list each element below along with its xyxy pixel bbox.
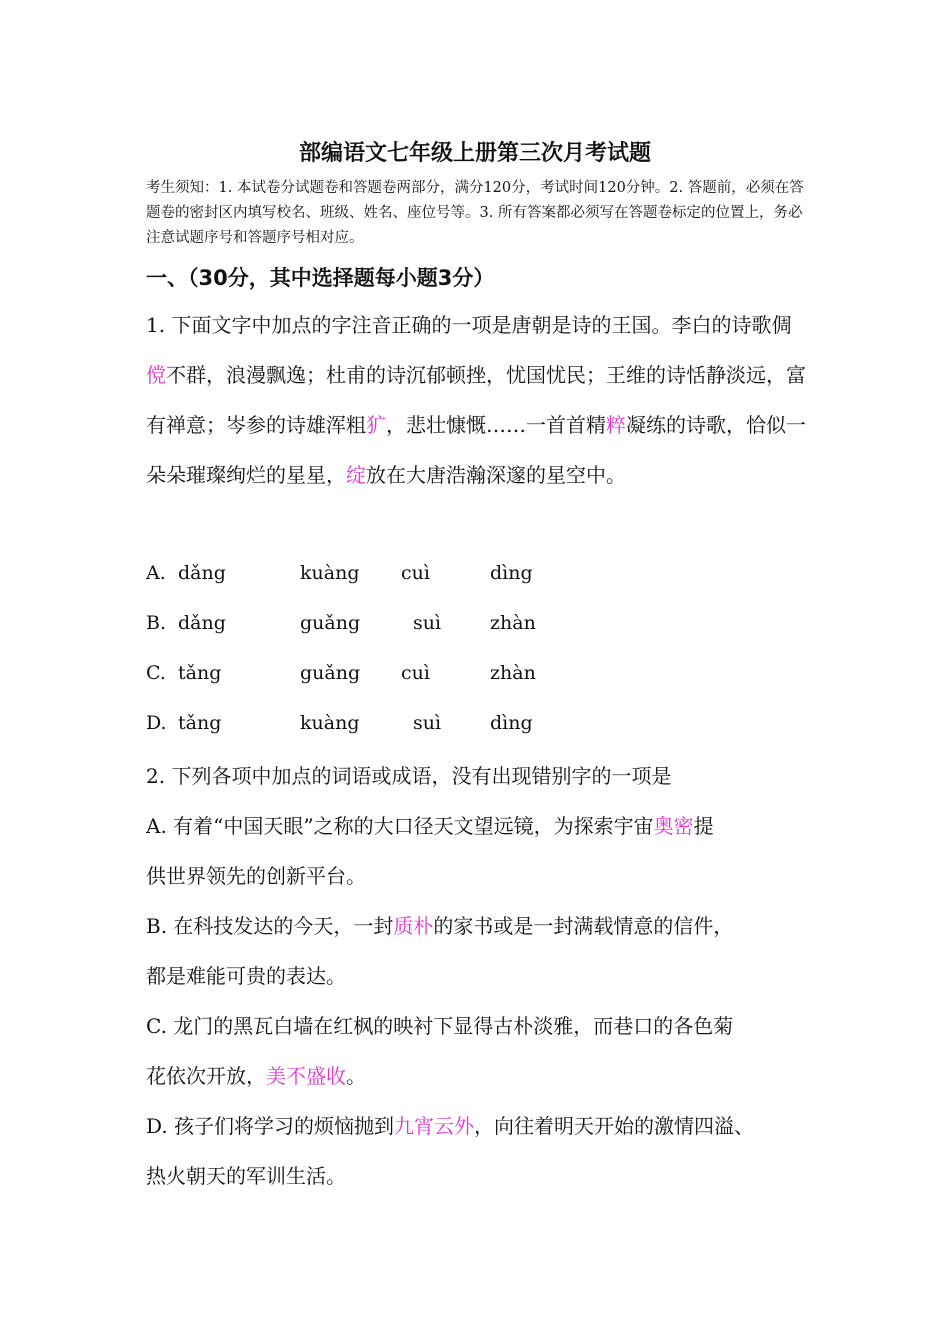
pinyin-2: guǎng	[300, 662, 361, 684]
option-text: B. 在科技发达的今天，一封	[146, 914, 394, 938]
passage-text: 放在大唐浩瀚深邃的星空中。	[366, 463, 626, 487]
highlight-word: 美不盛收	[266, 1064, 346, 1088]
pinyin-1: dǎng	[178, 612, 226, 634]
q2-option-b-line-1	[146, 910, 826, 939]
option-label: C.	[146, 662, 166, 684]
highlight-char: 傥	[146, 363, 166, 387]
q2-option-d-line-2: 热火朝天的军训生活。	[146, 1164, 346, 1188]
highlight-char: 犷	[366, 413, 386, 437]
option-a-pinyin	[146, 562, 646, 592]
question-2-stem: 2. 下列各项中加点的词语或成语，没有出现错别字的一项是	[146, 764, 672, 788]
pinyin-3: cuì	[401, 662, 430, 684]
pinyin-4: zhàn	[490, 612, 536, 634]
page-title: 部编语文七年级上册第三次月考试题	[298, 141, 651, 166]
passage-text: ，悲壮慷慨……一首首精	[386, 413, 606, 437]
passage-text: 凝练的诗歌，恰似一朵朵璀璨绚烂的星星，	[146, 413, 806, 487]
pinyin-4: dìng	[490, 712, 533, 734]
pinyin-4: zhàn	[490, 662, 536, 684]
option-text: 。	[346, 1064, 366, 1088]
pinyin-1: tǎng	[178, 662, 222, 684]
option-b-pinyin	[146, 612, 646, 642]
option-label: A.	[146, 562, 166, 584]
q2-option-c-line-1: C. 龙门的黑瓦白墙在红枫的映衬下显得古朴淡雅，而巷口的各色菊	[146, 1014, 734, 1038]
highlight-word: 质朴	[393, 914, 434, 938]
pinyin-2: guǎng	[300, 612, 361, 634]
pinyin-4: dìng	[490, 562, 533, 584]
q2-option-d-line-1	[146, 1110, 826, 1139]
q2-option-b-line-2: 都是难能可贵的表达。	[146, 964, 346, 988]
option-text: 的家书或是一封满载情意的信件，	[433, 914, 734, 938]
highlight-char: 粹	[606, 413, 626, 437]
q2-option-a-line-2: 供世界领先的创新平台。	[146, 864, 366, 888]
highlight-char: 绽	[346, 463, 366, 487]
highlight-word: 九宵云外	[394, 1114, 475, 1138]
question-1-passage	[146, 300, 811, 500]
option-label: D.	[146, 712, 167, 734]
pinyin-2: kuàng	[300, 562, 360, 584]
option-label: B.	[146, 612, 167, 634]
option-d-pinyin	[146, 712, 646, 742]
option-c-pinyin	[146, 662, 646, 692]
option-text: D. 孩子们将学习的烦恼抛到	[146, 1114, 395, 1138]
pinyin-1: dǎng	[178, 562, 226, 584]
passage-text: 1. 下面文字中加点的字注音正确的一项是唐朝是诗的王国。李白的诗歌倜	[146, 313, 792, 337]
candidate-notice: 考生须知：1. 本试卷分试题卷和答题卷两部分，满分120分，考试时间120分钟。2. 答题前，必须在答题卷的密封区内填写校名、班级、姓名、座位号等。3. 所有答案都必须写在答题卷标定的位置上，务必注意试题序号和答题序号相对应。	[146, 180, 804, 246]
option-text: 提	[693, 814, 714, 838]
highlight-word: 奥密	[653, 814, 694, 838]
section-heading: 一、（30分，其中选择题每小题3分）	[146, 266, 495, 290]
pinyin-2: kuàng	[300, 712, 360, 734]
pinyin-3: cuì	[401, 562, 430, 584]
q2-option-c-line-2	[146, 1060, 826, 1089]
q2-option-a-line-1	[146, 810, 826, 839]
option-text: A. 有着“中国天眼”之称的大口径天文望远镜，为探索宇宙	[146, 814, 654, 838]
option-text: 花依次开放，	[146, 1064, 266, 1088]
pinyin-3: suì	[413, 612, 442, 634]
passage-text: 不群，浪漫飘逸；杜甫的诗沉郁顿挫，忧国忧民；王维的诗恬静淡远，富有禅意；岑参的诗雄浑粗	[146, 363, 806, 437]
pinyin-3: suì	[413, 712, 442, 734]
pinyin-1: tǎng	[178, 712, 222, 734]
option-text: ，向往着明天开始的激情四溢、	[474, 1114, 755, 1138]
